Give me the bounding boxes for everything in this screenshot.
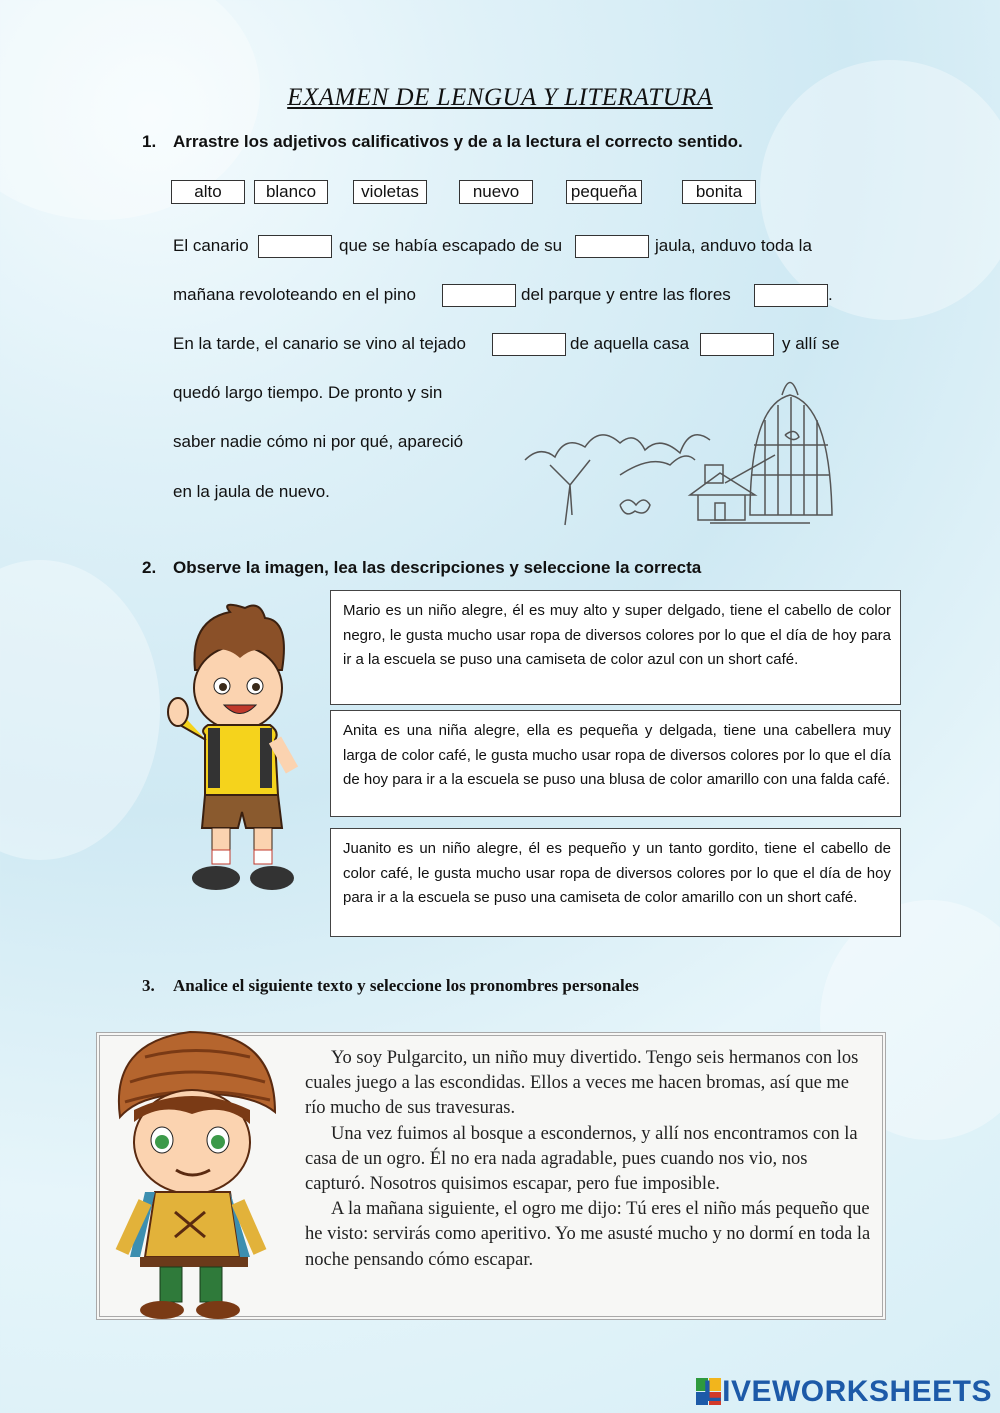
reading-text: en la jaula de nuevo. xyxy=(173,482,330,501)
reading-text: que se había escapado de su xyxy=(339,236,563,255)
reading-text: jaula, anduvo toda la xyxy=(655,236,812,255)
question-number: 2. xyxy=(142,558,157,577)
story-paragraph: A la mañana siguiente, el ogro me dijo: Tú eres el niño más pequeño que he visto: servirás como aperitivo. Yo me asusté mucho y no dormí en toda la noche pensando cómo escapar. xyxy=(305,1199,871,1270)
description-option[interactable]: Anita es una niña alegre, ella es pequeña y delgada, tiene una cabellera muy larga de color café, le gusta mucho usar ropa de diversos colores por lo que el día de hoy para ir a la escuela se puso una blusa de color amarillo con una falda café. xyxy=(330,710,901,817)
reading-text: y allí se xyxy=(782,334,840,353)
reading-text: . xyxy=(828,285,833,304)
adjective-chip[interactable]: alto xyxy=(171,180,245,204)
pulgarcito-illustration xyxy=(100,1022,300,1322)
liveworksheets-logo: LIVEWORKSHEETS xyxy=(703,1375,992,1408)
adjective-chip[interactable]: bonita xyxy=(682,180,756,204)
reading-text: En la tarde, el canario se vino al tejado xyxy=(173,334,466,353)
question-text: Arrastre los adjetivos calificativos y de a la lectura el correcto sentido. xyxy=(173,132,743,151)
canary-bird xyxy=(785,431,799,439)
drop-blank[interactable] xyxy=(575,235,649,258)
question-text: Analice el siguiente texto y seleccione los pronombres personales xyxy=(173,976,639,995)
adjective-chip[interactable]: nuevo xyxy=(459,180,533,204)
flowers-sketch xyxy=(620,500,650,514)
description-option[interactable]: Mario es un niño alegre, él es muy alto y super delgado, tiene el cabello de color negro, le gusta mucho usar ropa de diversos colores por lo que el día de hoy para ir a la escuela se puso una camiseta de color azul con un short café. xyxy=(330,590,901,705)
reading-text: mañana revoloteando en el pino xyxy=(173,285,416,304)
reading-text: del parque y entre las flores xyxy=(521,285,731,304)
story-paragraph: Yo soy Pulgarcito, un niño muy divertido. Tengo seis hermanos con los cuales juego a las escondidas. Ellos a veces me hacen bromas, así que me río mucho de sus travesuras. xyxy=(305,1048,859,1119)
reading-text: saber nadie cómo ni por qué, apareció xyxy=(173,432,464,451)
drop-blank[interactable] xyxy=(492,333,566,356)
drop-blank[interactable] xyxy=(754,284,828,307)
reading-text: quedó largo tiempo. De pronto y sin xyxy=(173,383,443,402)
adjective-chip[interactable]: pequeña xyxy=(566,180,642,204)
question-number: 1. xyxy=(142,132,157,151)
adjective-chip[interactable]: violetas xyxy=(353,180,427,204)
story-paragraph: Una vez fuimos al bosque a escondernos, y allí nos encontramos con la casa de un ogro. Él no era nada agradable, pues cuando nos vio, nos capturó. Nosotros quisimos escapar, pero fue imposible. xyxy=(305,1123,858,1195)
question-number: 3. xyxy=(142,976,155,995)
reading-text: El canario xyxy=(173,236,249,255)
drop-blank[interactable] xyxy=(442,284,516,307)
reading-text: de aquella casa xyxy=(570,334,690,353)
background-bubble xyxy=(0,560,160,860)
adjective-chip[interactable]: blanco xyxy=(254,180,328,204)
tree-trunk xyxy=(550,460,590,525)
question-text: Observe la imagen, lea las descripciones y seleccione la correcta xyxy=(173,558,702,577)
description-option[interactable]: Juanito es un niño alegre, él es pequeño y un tanto gordito, tiene el cabello de color café, le gusta mucho usar ropa de diversos colores por lo que el día de hoy para ir a la escuela se puso una camiseta de color amarillo con un short café. xyxy=(330,828,901,937)
page-title: EXAMEN DE LENGUA Y LITERATURA xyxy=(287,84,713,111)
canary-cage-illustration xyxy=(520,365,850,527)
drop-blank[interactable] xyxy=(700,333,774,356)
story-text xyxy=(305,1046,871,1273)
drop-blank[interactable] xyxy=(258,235,332,258)
boy-illustration xyxy=(160,600,310,898)
